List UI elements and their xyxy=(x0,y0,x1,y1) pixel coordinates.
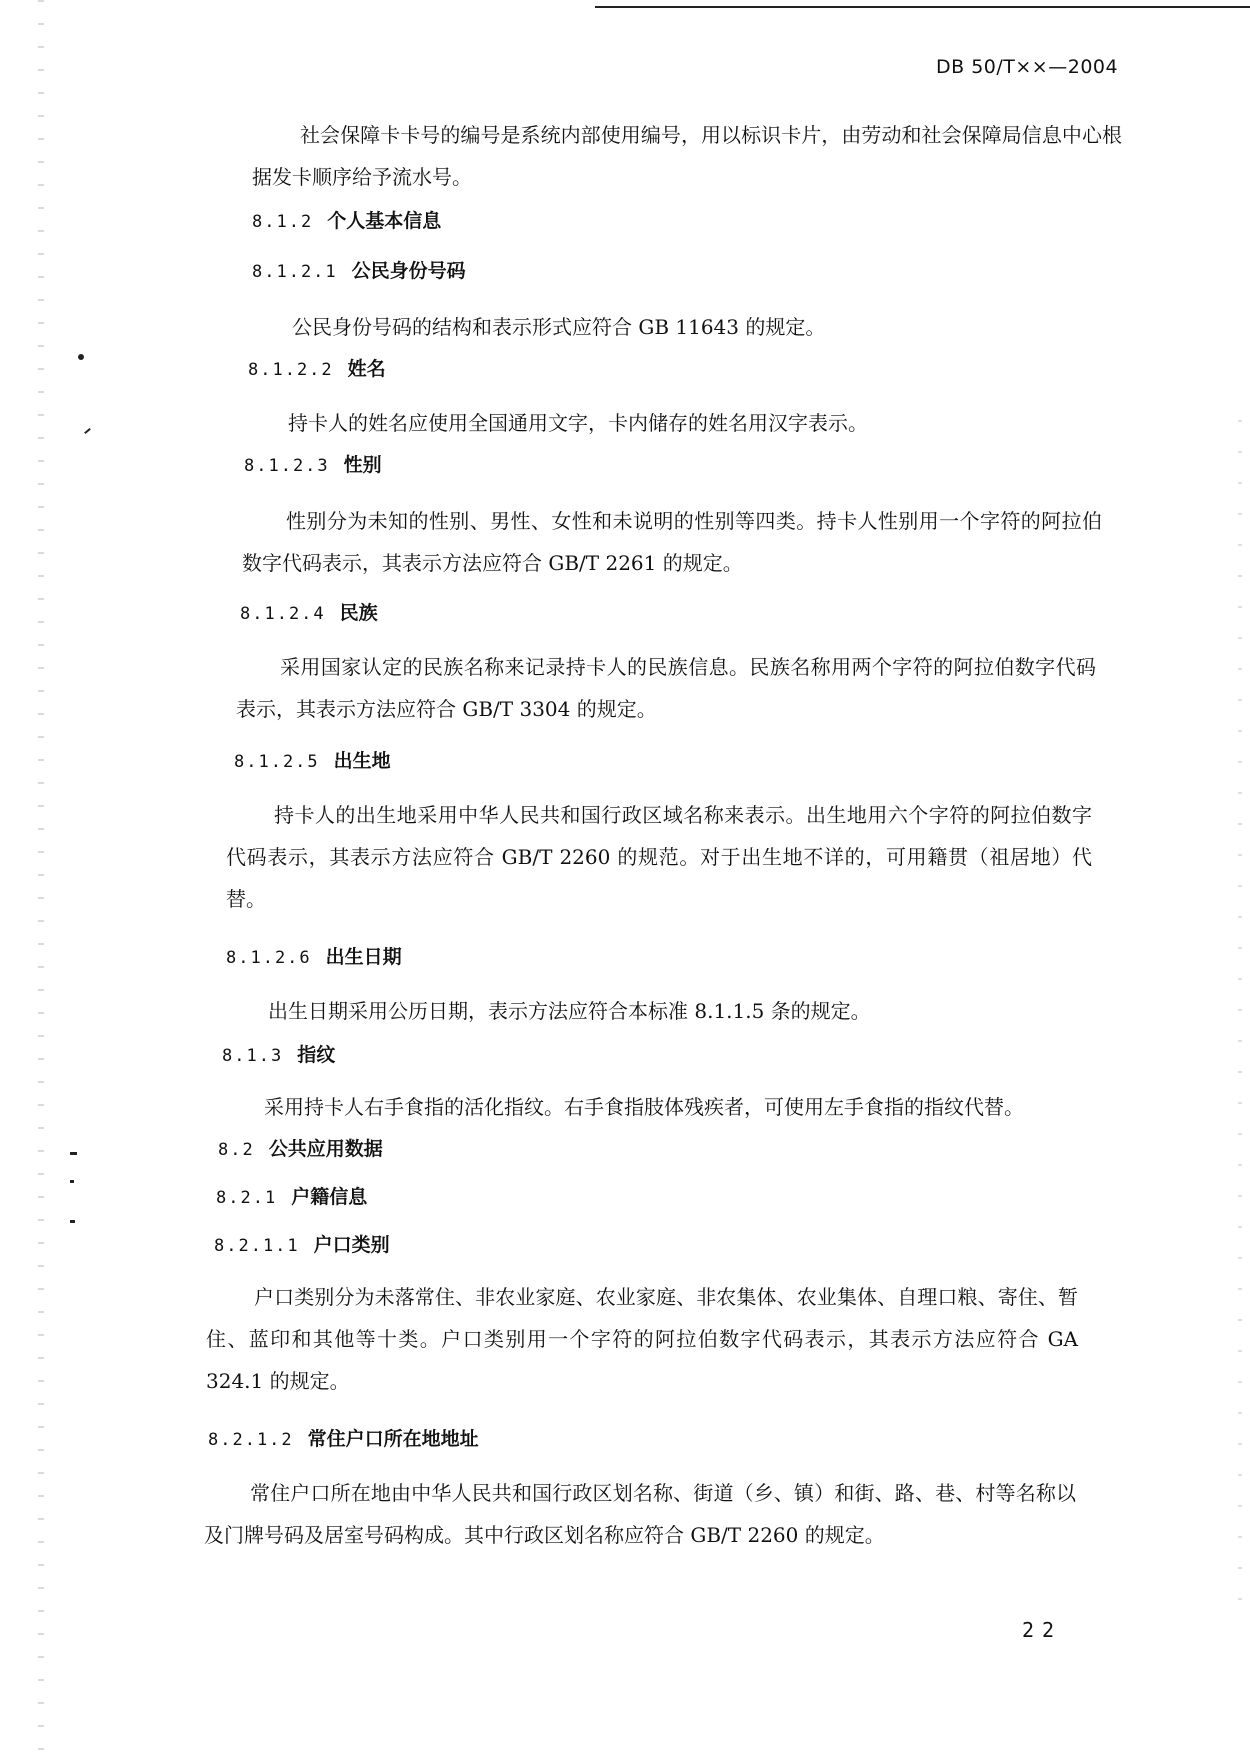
intro-paragraph: 社会保障卡卡号的编号是系统内部使用编号，用以标识卡片，由劳动和社会保障局信息中心根据发卡顺序给予流水号。 xyxy=(252,123,1122,189)
heading-title: 出生地 xyxy=(333,750,391,772)
paragraph-8-2-1-2: 常住户口所在地由中华人民共和国行政区划名称、街道（乡、镇）和街、路、巷、村等名称以及门牌号码及居室号码构成。其中行政区划名称应符合 GB/T 2260 的规定。 xyxy=(204,1481,1076,1547)
heading-title: 民族 xyxy=(339,602,378,624)
heading-title: 户籍信息 xyxy=(291,1186,368,1208)
heading-title: 指纹 xyxy=(297,1044,336,1066)
scan-mark xyxy=(84,428,91,434)
heading-number: 8.2 xyxy=(218,1140,255,1160)
heading-8-1-2-4 xyxy=(240,598,378,625)
heading-number: 8.1.2.5 xyxy=(234,752,320,772)
heading-8-2 xyxy=(218,1134,383,1161)
paragraph-8-1-2-2: 持卡人的姓名应使用全国通用文字，卡内储存的姓名用汉字表示。 xyxy=(288,411,868,435)
scan-edge-right xyxy=(1238,420,1242,1620)
heading-number: 8.1.2.6 xyxy=(226,948,312,968)
top-rule xyxy=(595,6,1250,8)
heading-title: 姓名 xyxy=(347,358,386,380)
heading-number: 8.1.2.3 xyxy=(244,456,330,476)
heading-8-2-1-1 xyxy=(214,1230,390,1257)
page-number: 22 xyxy=(1022,1618,1063,1642)
heading-number: 8.1.2.1 xyxy=(252,262,338,282)
scan-mark xyxy=(70,1152,77,1155)
document-code: DB 50/T××—2004 xyxy=(936,56,1119,78)
paragraph-8-1-2-3: 性别分为未知的性别、男性、女性和未说明的性别等四类。持卡人性别用一个字符的阿拉伯数字代码表示，其表示方法应符合 GB/T 2261 的规定。 xyxy=(242,509,1102,575)
heading-number: 8.2.1.1 xyxy=(214,1236,300,1256)
heading-8-1-2-6 xyxy=(226,942,402,969)
heading-title: 公共应用数据 xyxy=(268,1138,383,1160)
heading-number: 8.2.1.2 xyxy=(208,1430,294,1450)
heading-title: 性别 xyxy=(343,454,382,476)
scan-mark xyxy=(70,1180,74,1183)
heading-8-1-2-1 xyxy=(252,256,466,283)
heading-8-1-2-5 xyxy=(234,746,391,773)
heading-title: 个人基本信息 xyxy=(327,210,442,232)
heading-number: 8.1.2 xyxy=(252,212,314,232)
heading-number: 8.1.2.4 xyxy=(240,604,326,624)
paragraph-8-1-2-5: 持卡人的出生地采用中华人民共和国行政区域名称来表示。出生地用六个字符的阿拉伯数字代码表示，其表示方法应符合 GB/T 2260 的规范。对于出生地不详的，可用籍贯（祖居地）代替。 xyxy=(226,803,1092,911)
heading-8-2-1 xyxy=(216,1182,367,1209)
heading-title: 户口类别 xyxy=(313,1234,390,1256)
paragraph-8-1-2-4: 采用国家认定的民族名称来记录持卡人的民族信息。民族名称用两个字符的阿拉伯数字代码表示，其表示方法应符合 GB/T 3304 的规定。 xyxy=(236,655,1096,721)
heading-number: 8.1.3 xyxy=(222,1046,284,1066)
heading-8-2-1-2 xyxy=(208,1424,479,1451)
heading-title: 公民身份号码 xyxy=(351,260,466,282)
paragraph-8-2-1-1: 户口类别分为未落常住、非农业家庭、农业家庭、非农集体、农业集体、自理口粮、寄住、暂住、蓝印和其他等十类。户口类别用一个字符的阿拉伯数字代码表示，其表示方法应符合 GA 324.1 的规定。 xyxy=(206,1285,1078,1393)
heading-number: 8.2.1 xyxy=(216,1188,278,1208)
heading-title: 出生日期 xyxy=(325,946,402,968)
scan-edge-left xyxy=(38,0,44,1755)
heading-8-1-2-2 xyxy=(248,354,386,381)
scan-mark xyxy=(78,354,84,360)
paragraph-8-1-2-1: 公民身份号码的结构和表示形式应符合 GB 11643 的规定。 xyxy=(292,315,826,339)
scan-mark xyxy=(70,1220,75,1223)
heading-8-1-2 xyxy=(252,206,441,233)
paragraph-8-1-3: 采用持卡人右手食指的活化指纹。右手食指肢体残疾者，可使用左手食指的指纹代替。 xyxy=(264,1095,1024,1119)
paragraph-8-1-2-6: 出生日期采用公历日期，表示方法应符合本标准 8.1.1.5 条的规定。 xyxy=(268,999,871,1023)
heading-number: 8.1.2.2 xyxy=(248,360,334,380)
heading-8-1-3 xyxy=(222,1040,335,1067)
heading-title: 常住户口所在地地址 xyxy=(307,1428,479,1450)
heading-8-1-2-3 xyxy=(244,450,382,477)
